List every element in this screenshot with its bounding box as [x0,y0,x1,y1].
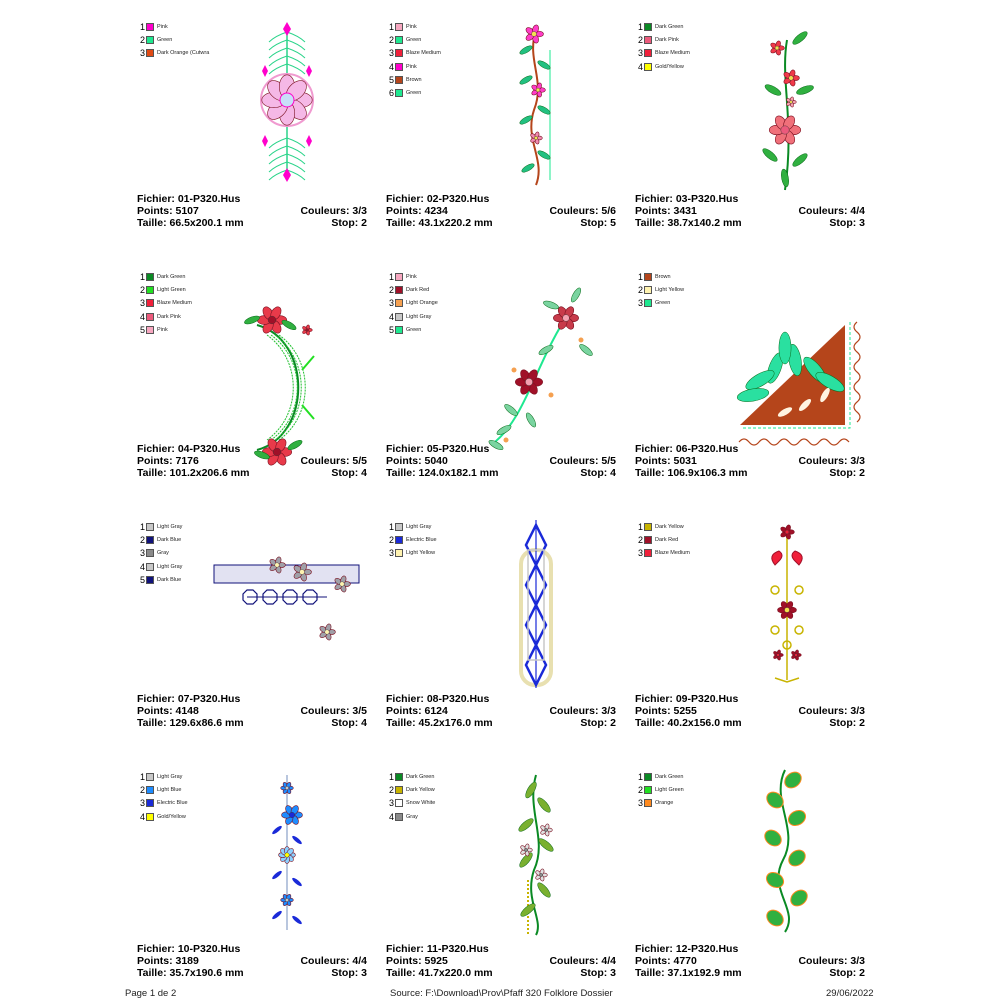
white-flower [540,823,553,836]
leaf-shape [503,403,519,418]
color-name: Light Gray [157,563,183,570]
color-name: Dark Green [157,273,186,280]
design-info [137,943,367,979]
leaf-shape [795,84,814,97]
leaf-shape [542,299,559,310]
color-count: Couleurs: 3/3 [798,955,865,967]
leaf-shape [786,807,809,828]
color-count: Couleurs: 4/4 [549,955,616,967]
bud [791,650,801,661]
bud [302,325,312,336]
color-index: 1 [637,771,643,782]
leaf-shape [761,147,779,164]
stop-count: Stop: 4 [331,467,367,479]
color-index: 3 [637,548,643,559]
bud [773,650,783,661]
stop-count: Stop: 2 [331,217,367,229]
color-count: Couleurs: 4/4 [300,955,367,967]
color-index: 3 [388,48,394,59]
leaf-shape [780,169,790,188]
color-index: 2 [388,284,394,295]
embroidery-preview [635,20,870,190]
embroidery-preview [386,20,621,190]
design-card [386,770,621,985]
leaf-shape [537,104,552,116]
design-info [635,943,865,979]
print-date: 29/06/2022 [826,988,874,999]
color-name: Dark Blue [157,536,182,543]
color-index: 1 [388,771,394,782]
pink-flower [525,24,544,44]
design-card [137,20,372,235]
design-info [137,693,367,729]
design-size: Taille: 41.7x220.0 mm [386,967,493,979]
color-name: Light Gray [157,773,183,780]
design-card [137,270,372,485]
stitch-count: Points: 3189 [137,955,199,967]
color-index: 3 [139,548,145,559]
color-count: Couleurs: 3/5 [300,705,367,717]
stop-count: Stop: 4 [580,467,616,479]
color-name: Blaze Medium [406,50,441,57]
design-info [386,193,616,229]
color-index: 3 [637,48,643,59]
color-name: Dark Red [406,286,430,293]
design-size: Taille: 106.9x106.3 mm [635,467,748,479]
embroidery-preview [386,270,621,440]
stop-count: Stop: 5 [580,217,616,229]
color-name: Light Gray [406,523,432,530]
color-name: Dark Yellow [406,786,435,793]
page-number: Page 1 de 2 [125,988,177,999]
color-name: Electric Blue [157,800,188,807]
file-name: Fichier: 02-P320.Hus [386,193,490,205]
color-name: Light Yellow [655,286,685,293]
file-name: Fichier: 10-P320.Hus [137,943,241,955]
file-name: Fichier: 03-P320.Hus [635,193,739,205]
embroidery-preview [635,770,870,940]
color-name: Dark Orange (Cutwra [157,50,210,57]
leaf-shape [243,314,260,325]
color-index: 4 [139,311,145,322]
color-index: 3 [637,298,643,309]
color-name: Gray [406,813,418,820]
color-name: Dark Green [655,773,684,780]
stitch-count: Points: 3431 [635,205,697,217]
stop-count: Stop: 2 [829,467,865,479]
color-name: Light Orange [406,300,438,307]
design-card [386,270,621,485]
color-index: 1 [388,21,394,32]
color-index: 4 [388,311,394,322]
embroidery-preview [137,520,372,690]
file-name: Fichier: 08-P320.Hus [386,693,490,705]
color-index: 1 [139,21,145,32]
stitch-count: Points: 5040 [386,455,448,467]
stop-count: Stop: 3 [829,217,865,229]
color-count: Couleurs: 3/3 [300,205,367,217]
leaf-shape [537,149,552,161]
design-size: Taille: 124.0x182.1 mm [386,467,499,479]
file-name: Fichier: 07-P320.Hus [137,693,241,705]
color-name: Green [406,326,422,333]
design-card [635,270,870,485]
embroidery-preview [635,520,870,690]
color-index: 4 [139,811,145,822]
leaf-shape [524,412,537,429]
color-name: Green [655,300,671,307]
color-index: 4 [637,61,643,72]
color-name: Pink [157,326,168,333]
stop-count: Stop: 2 [829,717,865,729]
color-index: 2 [139,784,145,795]
stop-count: Stop: 4 [331,717,367,729]
red-flower [770,40,785,55]
color-index: 3 [637,798,643,809]
color-name: Blaze Medium [655,50,690,57]
color-index: 3 [388,548,394,559]
color-index: 2 [139,34,145,45]
leaf-shape [578,343,594,358]
leaf-shape [537,59,552,71]
color-name: Gold/Yellow [157,813,186,820]
color-count: Couleurs: 3/3 [549,705,616,717]
color-count: Couleurs: 3/3 [798,705,865,717]
color-index: 5 [139,324,145,335]
blue-flower [279,847,296,864]
color-index: 2 [139,284,145,295]
color-name: Brown [655,273,671,280]
color-index: 3 [388,298,394,309]
file-name: Fichier: 01-P320.Hus [137,193,241,205]
color-index: 1 [139,521,145,532]
leaf-shape [569,287,582,304]
color-name: Orange [655,800,674,807]
design-size: Taille: 129.6x86.6 mm [137,717,244,729]
pink-flower [531,82,546,97]
color-name: Light Blue [157,786,182,793]
stitch-count: Points: 4770 [635,955,697,967]
stitch-count: Points: 6124 [386,705,448,717]
design-info [635,193,865,229]
color-index: 1 [139,271,145,282]
color-name: Gray [157,550,169,557]
leaf-shape [519,44,534,56]
file-name: Fichier: 04-P320.Hus [137,443,241,455]
design-info [386,693,616,729]
color-name: Dark Pink [655,36,679,43]
color-index: 5 [388,324,394,335]
stitch-count: Points: 5925 [386,955,448,967]
design-info [635,693,865,729]
color-index: 1 [139,771,145,782]
design-size: Taille: 38.7x140.2 mm [635,217,742,229]
color-index: 3 [388,798,394,809]
leaf-shape [496,423,513,436]
design-card [635,20,870,235]
color-index: 2 [637,534,643,545]
color-name: Snow White [406,800,436,807]
stitch-count: Points: 4234 [386,205,448,217]
color-name: Pink [406,23,417,30]
design-card [386,20,621,235]
design-size: Taille: 43.1x220.2 mm [386,217,493,229]
color-name: Blaze Medium [157,300,192,307]
design-size: Taille: 66.5x200.1 mm [137,217,244,229]
embroidery-preview [137,270,372,440]
stitch-count: Points: 5031 [635,455,697,467]
rose-flower [769,114,801,146]
color-index: 6 [388,88,394,99]
design-card [386,520,621,735]
design-info [137,443,367,479]
design-size: Taille: 37.1x192.9 mm [635,967,742,979]
color-name: Light Green [655,786,684,793]
color-name: Dark Green [406,773,435,780]
design-size: Taille: 35.7x190.6 mm [137,967,244,979]
design-size: Taille: 40.2x156.0 mm [635,717,742,729]
color-index: 5 [388,74,394,85]
stop-count: Stop: 2 [829,967,865,979]
color-name: Blaze Medium [655,550,690,557]
color-count: Couleurs: 5/5 [549,455,616,467]
color-index: 1 [637,271,643,282]
color-name: Light Green [157,286,186,293]
color-index: 1 [388,271,394,282]
color-index: 2 [139,534,145,545]
color-name: Green [406,36,422,43]
color-index: 5 [139,574,145,585]
design-info [386,443,616,479]
stitch-count: Points: 4148 [137,705,199,717]
white-flower [535,868,548,881]
color-index: 4 [139,561,145,572]
leaf-shape [517,817,535,834]
design-info [137,193,367,229]
stop-count: Stop: 2 [580,717,616,729]
stitch-count: Points: 5107 [137,205,199,217]
stop-count: Stop: 3 [580,967,616,979]
color-index: 2 [388,34,394,45]
color-name: Pink [406,273,417,280]
stop-count: Stop: 3 [331,967,367,979]
color-name: Light Yellow [406,550,436,557]
color-name: Pink [157,23,168,30]
rose-flower [257,305,286,335]
color-name: Electric Blue [406,536,437,543]
leaf-shape [764,907,787,929]
file-name: Fichier: 05-P320.Hus [386,443,490,455]
design-info [386,943,616,979]
color-index: 2 [637,784,643,795]
design-card [635,520,870,735]
color-name: Light Gray [157,523,183,530]
color-name: Dark Pink [157,313,181,320]
leaf-shape [736,386,770,404]
embroidery-preview [137,20,372,190]
color-name: Green [406,90,422,97]
stitch-count: Points: 7176 [137,455,199,467]
leaf-shape [519,74,534,86]
embroidery-preview [386,520,621,690]
color-index: 4 [388,61,394,72]
source-path: Source: F:\Download\Prov\Pfaff 320 Folklore Dossier [390,988,613,999]
stitch-count: Points: 5255 [635,705,697,717]
color-count: Couleurs: 5/5 [300,455,367,467]
embroidery-preview [386,770,621,940]
blue-flower [282,804,303,825]
design-size: Taille: 101.2x206.6 mm [137,467,250,479]
color-index: 3 [139,798,145,809]
color-index: 2 [637,34,643,45]
color-name: Dark Blue [157,576,182,583]
leaf-shape [536,881,553,899]
leaf-shape [281,318,298,331]
color-count: Couleurs: 3/3 [798,455,865,467]
color-count: Couleurs: 4/4 [798,205,865,217]
color-name: Dark Green [655,23,684,30]
color-name: Gold/Yellow [655,63,684,70]
leaf-shape [786,847,809,869]
file-name: Fichier: 09-P320.Hus [635,693,739,705]
color-index: 2 [637,284,643,295]
gray-flower [319,623,336,641]
design-card [137,770,372,985]
leaf-shape [779,332,791,364]
color-index: 3 [139,298,145,309]
color-index: 1 [637,521,643,532]
color-index: 2 [388,534,394,545]
color-name: Dark Red [655,536,679,543]
leaf-shape [763,83,782,98]
leaf-shape [788,887,811,909]
leaf-shape [521,162,536,174]
embroidery-preview [137,770,372,940]
red-flower [780,524,795,539]
color-name: Brown [406,76,422,83]
leaf-shape [536,796,553,814]
color-name: Green [157,36,173,43]
file-name: Fichier: 11-P320.Hus [386,943,489,955]
leaf-shape [791,152,809,169]
color-index: 1 [637,21,643,32]
design-info [635,443,865,479]
color-name: Dark Yellow [655,523,684,530]
design-card [635,770,870,985]
design-size: Taille: 45.2x176.0 mm [386,717,493,729]
embroidery-preview [635,270,870,440]
leaf-shape [762,827,785,849]
design-card [137,520,372,735]
color-index: 4 [388,811,394,822]
color-index: 2 [388,784,394,795]
color-index: 1 [388,521,394,532]
color-count: Couleurs: 5/6 [549,205,616,217]
color-name: Light Gray [406,313,432,320]
file-name: Fichier: 06-P320.Hus [635,443,739,455]
leaf-shape [524,780,539,799]
color-name: Pink [406,63,417,70]
file-name: Fichier: 12-P320.Hus [635,943,739,955]
leaf-shape [764,869,787,890]
leaf-shape [791,30,809,47]
color-index: 3 [139,48,145,59]
